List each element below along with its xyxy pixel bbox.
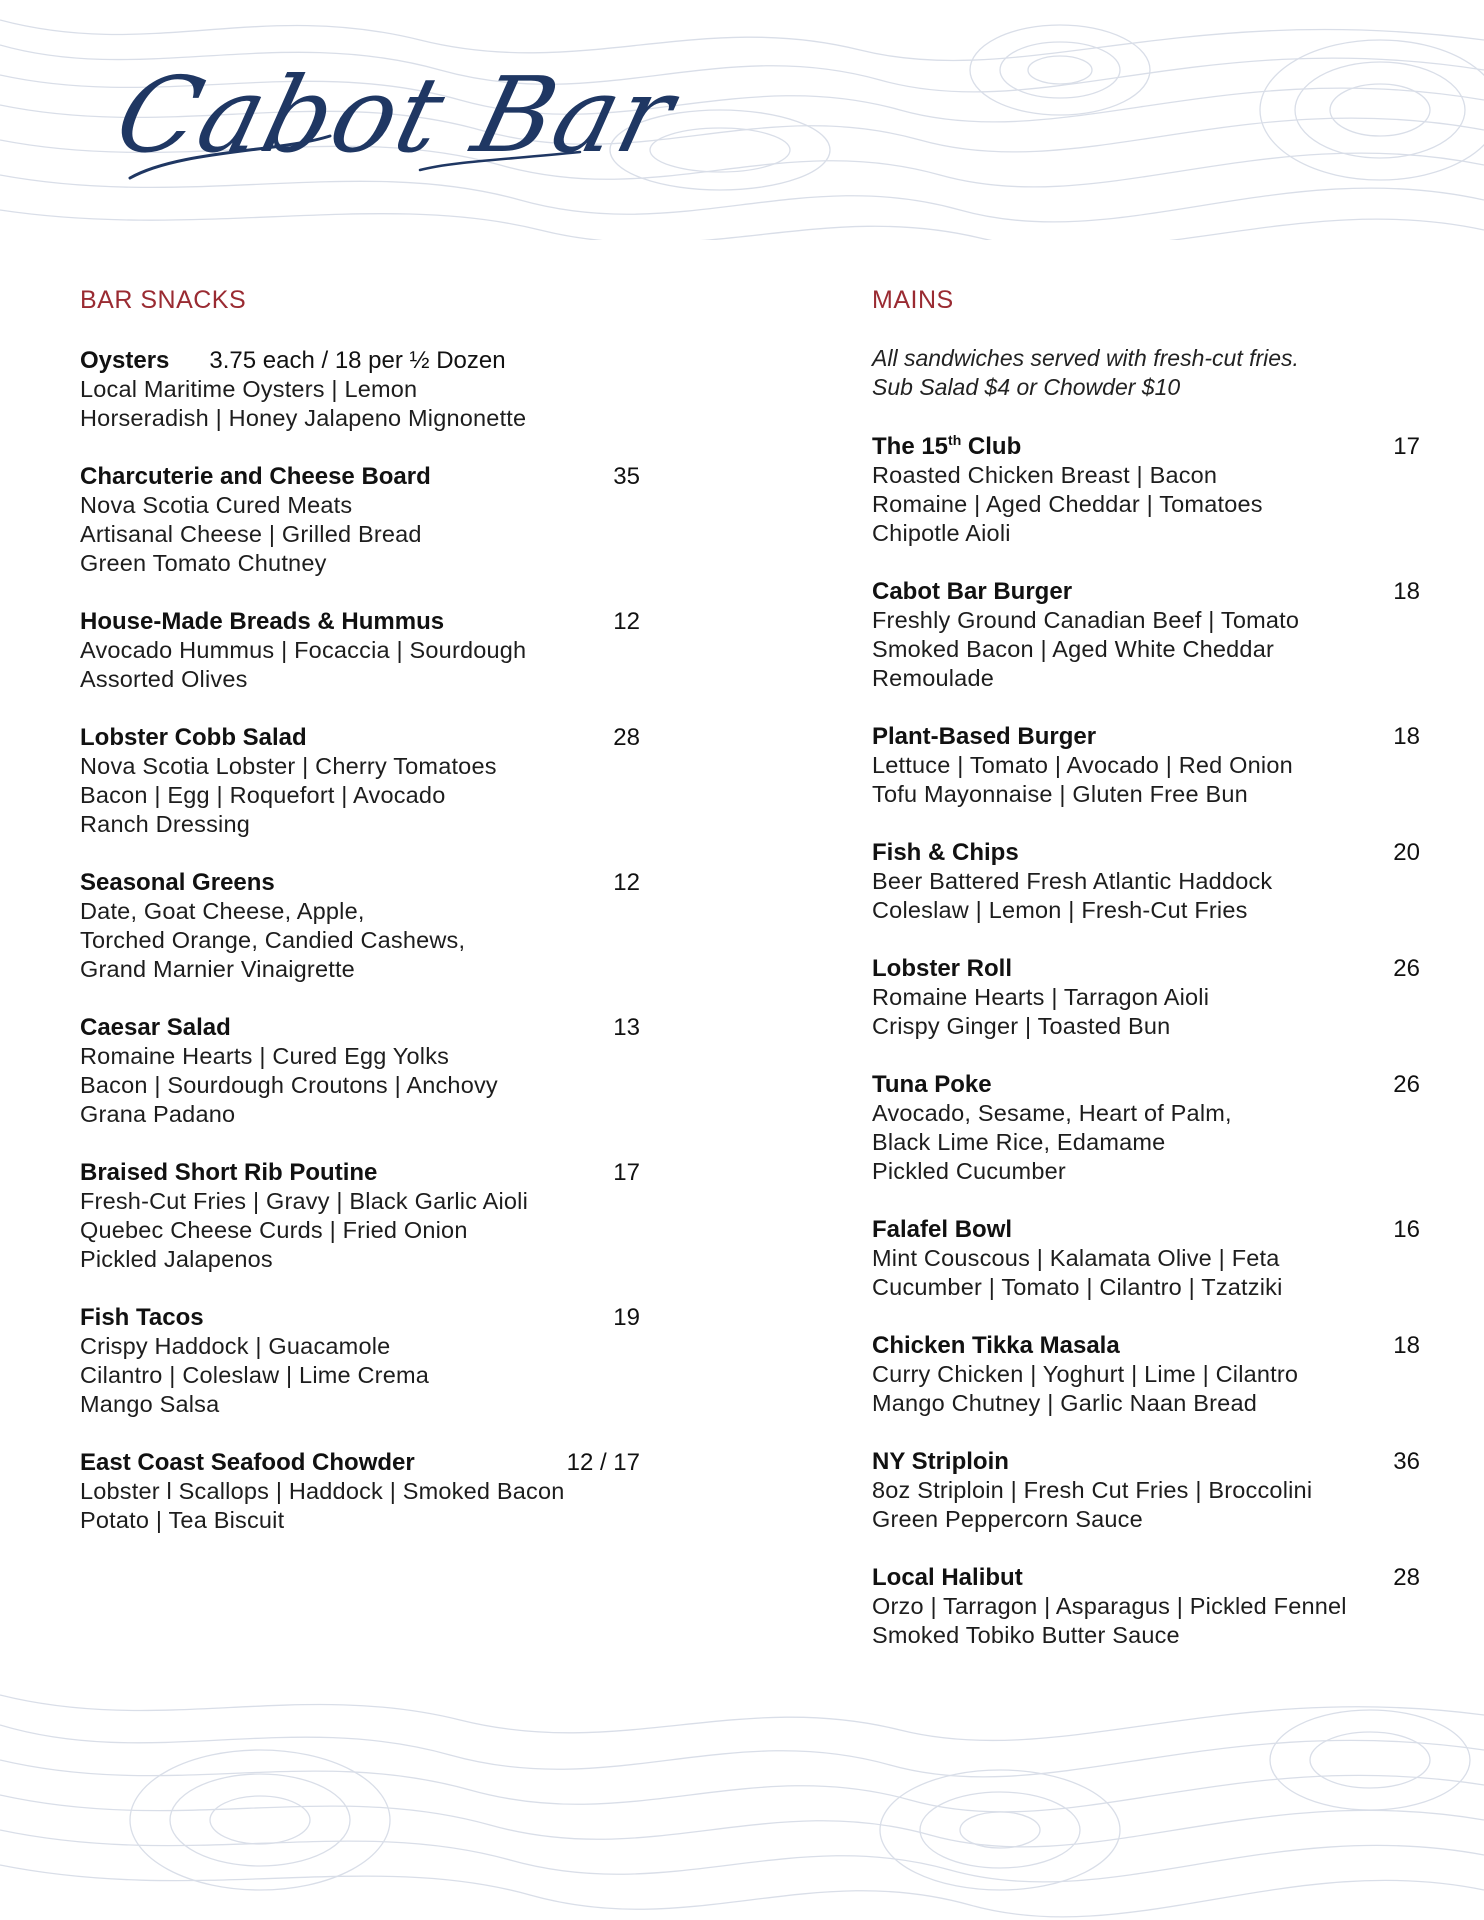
item-price: 18 xyxy=(1393,723,1420,750)
item-description-line: Ranch Dressing xyxy=(80,811,250,837)
item-name: Local Halibut xyxy=(872,1564,1023,1591)
menu-item-lobster-roll xyxy=(872,954,1420,1041)
item-name: NY Striploin xyxy=(872,1448,1009,1475)
item-description-line: Mint Couscous | Kalamata Olive | Feta xyxy=(872,1245,1280,1271)
item-price: 18 xyxy=(1393,1332,1420,1359)
item-description-line: Fresh-Cut Fries | Gravy | Black Garlic Aioli xyxy=(80,1188,529,1214)
menu-item-local-halibut xyxy=(872,1563,1420,1650)
menu-item-chicken-tikka-masala xyxy=(872,1331,1420,1418)
item-description-line: Green Tomato Chutney xyxy=(80,550,327,576)
menu-item-charcuterie-and-cheese-board xyxy=(80,462,640,578)
menu-item-plant-based-burger xyxy=(872,722,1420,809)
item-description-line: Black Lime Rice, Edamame xyxy=(872,1129,1166,1155)
item-price: 28 xyxy=(1393,1564,1420,1591)
item-description xyxy=(872,1244,1420,1302)
item-description-line: Freshly Ground Canadian Beef | Tomato xyxy=(872,607,1300,633)
item-price: 3.75 each / 18 per ½ Dozen xyxy=(209,347,506,374)
item-description-line: Quebec Cheese Curds | Fried Onion xyxy=(80,1217,468,1243)
item-description-line: Assorted Olives xyxy=(80,666,248,692)
item-description-line: Orzo | Tarragon | Asparagus | Pickled Fennel xyxy=(872,1593,1347,1619)
menu-item-lobster-cobb-salad xyxy=(80,723,640,839)
item-price: 17 xyxy=(1393,433,1420,460)
item-description-line: Mango Chutney | Garlic Naan Bread xyxy=(872,1390,1257,1416)
item-name: Plant-Based Burger xyxy=(872,723,1097,750)
item-description xyxy=(80,1477,640,1535)
item-name: Lobster Cobb Salad xyxy=(80,724,307,751)
menu-item-seasonal-greens xyxy=(80,868,640,984)
item-name: Tuna Poke xyxy=(872,1071,992,1098)
item-description-line: Lettuce | Tomato | Avocado | Red Onion xyxy=(872,752,1293,778)
item-description-line: Potato | Tea Biscuit xyxy=(80,1507,285,1533)
item-description xyxy=(872,461,1420,548)
topographic-pattern-bottom xyxy=(0,1680,1484,1920)
item-name: Falafel Bowl xyxy=(872,1216,1013,1243)
item-description xyxy=(80,1332,640,1419)
item-description xyxy=(80,375,640,433)
mains-list xyxy=(872,577,1420,1650)
menu-item-oysters xyxy=(80,346,640,433)
item-price: 12 / 17 xyxy=(566,1449,640,1476)
item-description-line: Roasted Chicken Breast | Bacon xyxy=(872,462,1218,488)
item-description-line: Date, Goat Cheese, Apple, xyxy=(80,898,365,924)
item-price: 35 xyxy=(613,463,640,490)
item-description-line: Local Maritime Oysters | Lemon xyxy=(80,376,418,402)
item-description-line: Bacon | Egg | Roquefort | Avocado xyxy=(80,782,446,808)
item-description-line: Crispy Ginger | Toasted Bun xyxy=(872,1013,1171,1039)
bar-snacks-column xyxy=(80,282,640,1564)
item-name: Caesar Salad xyxy=(80,1014,231,1041)
item-description-line: Remoulade xyxy=(872,665,994,691)
item-name: Oysters xyxy=(80,347,170,374)
item-price: 13 xyxy=(613,1014,640,1041)
bar-snacks-title: BAR SNACKS xyxy=(80,286,247,314)
item-price: 12 xyxy=(613,608,640,635)
item-description-line: Artisanal Cheese | Grilled Bread xyxy=(80,521,422,547)
cabot-bar-logo xyxy=(104,40,687,190)
item-name: Seasonal Greens xyxy=(80,869,275,896)
item-description-line: Smoked Tobiko Butter Sauce xyxy=(872,1622,1180,1648)
item-name: Charcuterie and Cheese Board xyxy=(80,463,431,490)
item-price: 26 xyxy=(1393,955,1420,982)
item-description-line: Romaine | Aged Cheddar | Tomatoes xyxy=(872,491,1263,517)
item-price: 36 xyxy=(1393,1448,1420,1475)
item-description-line: Beer Battered Fresh Atlantic Haddock xyxy=(872,868,1273,894)
item-description-line: Cucumber | Tomato | Cilantro | Tzatziki xyxy=(872,1274,1283,1300)
item-description xyxy=(872,1099,1420,1186)
item-description-line: Curry Chicken | Yoghurt | Lime | Cilantro xyxy=(872,1361,1299,1387)
item-price: 28 xyxy=(613,724,640,751)
item-name: Fish & Chips xyxy=(872,839,1019,866)
item-description-line: Grana Padano xyxy=(80,1101,236,1127)
mains-note xyxy=(872,344,1420,402)
item-description xyxy=(80,1187,640,1274)
item-description-line: Mango Salsa xyxy=(80,1391,220,1417)
item-description-line: Avocado, Sesame, Heart of Palm, xyxy=(872,1100,1232,1126)
item-price: 16 xyxy=(1393,1216,1420,1243)
item-description xyxy=(872,1592,1420,1650)
item-name: Fish Tacos xyxy=(80,1304,204,1331)
item-name: Cabot Bar Burger xyxy=(872,578,1073,605)
item-description-line: Tofu Mayonnaise | Gluten Free Bun xyxy=(872,781,1248,807)
item-description-line: Coleslaw | Lemon | Fresh-Cut Fries xyxy=(872,897,1248,923)
item-description xyxy=(80,636,640,694)
menu-item-tuna-poke xyxy=(872,1070,1420,1186)
item-description-line: Pickled Jalapenos xyxy=(80,1246,273,1272)
menu-item-east-coast-seafood-chowder xyxy=(80,1448,640,1535)
item-description xyxy=(80,491,640,578)
mains-note-line: All sandwiches served with fresh-cut fries. xyxy=(872,345,1299,371)
item-name: East Coast Seafood Chowder xyxy=(80,1449,415,1476)
item-description xyxy=(80,1042,640,1129)
item-price: 18 xyxy=(1393,578,1420,605)
item-price: 20 xyxy=(1393,839,1420,866)
item-description xyxy=(872,867,1420,925)
item-price: 17 xyxy=(613,1159,640,1186)
item-price: 26 xyxy=(1393,1071,1420,1098)
item-name: Braised Short Rib Poutine xyxy=(80,1159,378,1186)
menu-item-caesar-salad xyxy=(80,1013,640,1129)
mains-note-line: Sub Salad $4 or Chowder $10 xyxy=(872,374,1181,400)
item-price: 12 xyxy=(613,869,640,896)
item-description-line: Grand Marnier Vinaigrette xyxy=(80,956,355,982)
item-description-line: Horseradish | Honey Jalapeno Mignonette xyxy=(80,405,527,431)
item-description-line: Avocado Hummus | Focaccia | Sourdough xyxy=(80,637,527,663)
item-description-line: Green Peppercorn Sauce xyxy=(872,1506,1143,1532)
menu-item-cabot-bar-burger xyxy=(872,577,1420,693)
item-description-line: Romaine Hearts | Tarragon Aioli xyxy=(872,984,1210,1010)
item-description-line: Bacon | Sourdough Croutons | Anchovy xyxy=(80,1072,498,1098)
item-description-line: Torched Orange, Candied Cashews, xyxy=(80,927,466,953)
item-description-line: Romaine Hearts | Cured Egg Yolks xyxy=(80,1043,450,1069)
item-description-line: Nova Scotia Lobster | Cherry Tomatoes xyxy=(80,753,497,779)
item-description-line: Chipotle Aioli xyxy=(872,520,1011,546)
item-description-line: Pickled Cucumber xyxy=(872,1158,1066,1184)
menu-item-braised-short-rib-poutine xyxy=(80,1158,640,1274)
item-name: The 15th Club xyxy=(872,432,1022,460)
menu-item-falafel-bowl xyxy=(872,1215,1420,1302)
item-description xyxy=(872,983,1420,1041)
menu-item-fish-tacos xyxy=(80,1303,640,1419)
item-description-line: Smoked Bacon | Aged White Cheddar xyxy=(872,636,1274,662)
item-description xyxy=(80,897,640,984)
logo-wordmark: Cabot Bar xyxy=(104,54,687,176)
mains-title: MAINS xyxy=(872,286,954,314)
item-name: Chicken Tikka Masala xyxy=(872,1332,1120,1359)
mains-column xyxy=(872,282,1420,1679)
menu-item-fish-chips xyxy=(872,838,1420,925)
item-price: 19 xyxy=(613,1304,640,1331)
item-description-line: Crispy Haddock | Guacamole xyxy=(80,1333,391,1359)
item-description-line: Nova Scotia Cured Meats xyxy=(80,492,353,518)
item-description xyxy=(872,751,1420,809)
item-description xyxy=(80,752,640,839)
item-name: House-Made Breads & Hummus xyxy=(80,608,445,635)
menu-item-house-made-breads-hummus xyxy=(80,607,640,694)
item-description xyxy=(872,1476,1420,1534)
bar-snacks-list xyxy=(80,346,640,1535)
item-description-line: 8oz Striploin | Fresh Cut Fries | Broccolini xyxy=(872,1477,1313,1503)
item-description-line: Cilantro | Coleslaw | Lime Crema xyxy=(80,1362,430,1388)
item-description-line: Lobster l Scallops | Haddock | Smoked Bacon xyxy=(80,1478,565,1504)
item-name: Lobster Roll xyxy=(872,955,1013,982)
item-description xyxy=(872,1360,1420,1418)
menu-item-the-15th-club xyxy=(872,432,1420,548)
item-description xyxy=(872,606,1420,693)
menu-item-ny-striploin xyxy=(872,1447,1420,1534)
